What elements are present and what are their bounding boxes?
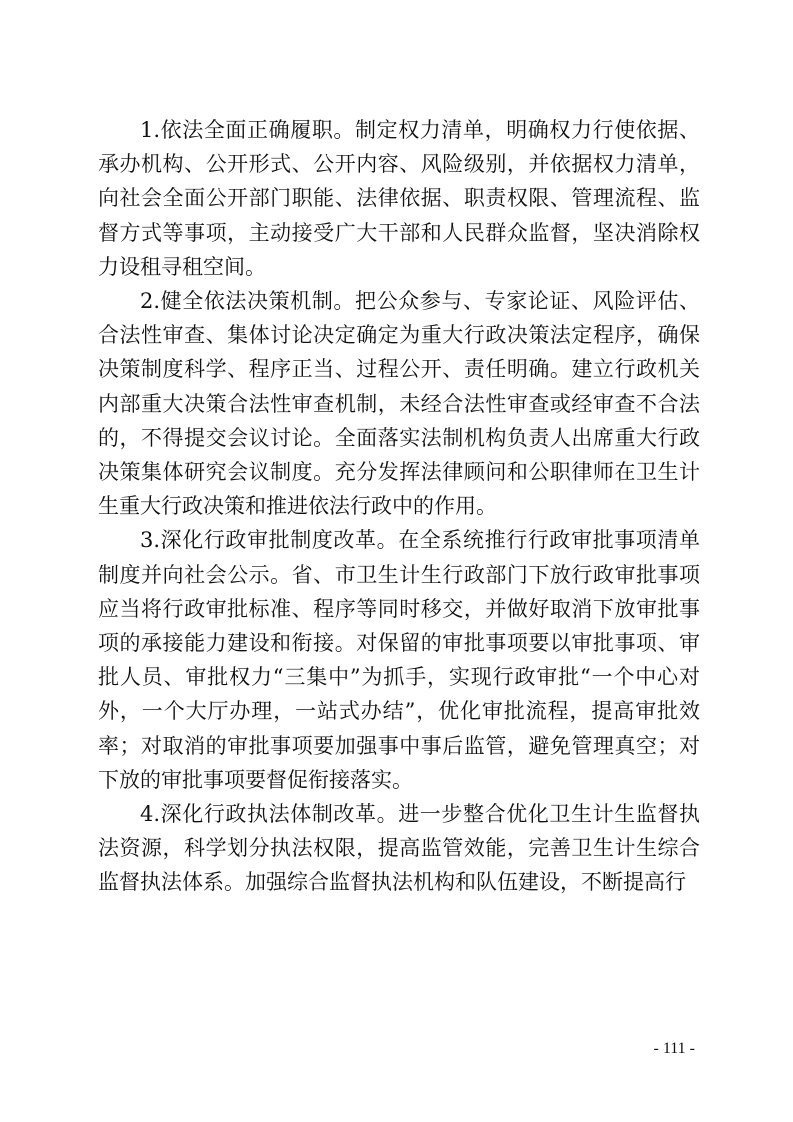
document-body: [98, 113, 700, 900]
paragraph-2: 2.健全依法决策机制。把公众参与、专家论证、风险评估、合法性审查、集体讨论决定确定为重大行政决策法定程序，确保决策制度科学、程序正当、过程公开、责任明确。建立行政机关内部重大决策合法性审查机制，未经合法性审查或经审查不合法的，不得提交会议讨论。全面落实法制机构负责人出席重大行政决策集体研究会议制度。充分发挥法律顾问和公职律师在卫生计生重大行政决策和推进依法行政中的作用。: [98, 289, 700, 519]
paragraph-1: 1.依法全面正确履职。制定权力清单，明确权力行使依据、承办机构、公开形式、公开内容、风险级别，并依据权力清单，向社会全面公开部门职能、法律依据、职责权限、管理流程、监督方式等事项，主动接受广大干部和人民群众监督，坚决消除权力设租寻租空间。: [98, 118, 700, 279]
paragraph-4: 4.深化行政执法体制改革。进一步整合优化卫生计生监督执法资源，科学划分执法权限，提高监管效能，完善卫生计生综合监督执法体系。加强综合监督执法机构和队伍建设，不断提高行: [98, 802, 700, 895]
page-number: - 111 -: [653, 1040, 695, 1057]
paragraph-3: 3.深化行政审批制度改革。在全系统推行行政审批事项清单制度并向社会公示。省、市卫生计生行政部门下放行政审批事项应当将行政审批标准、程序等同时移交，并做好取消下放审批事项的承接能力建设和衔接。对保留的审批事项要以审批事项、审批人员、审批权力“三集中”为抓手，实现行政审批“一个中心对外，一个大厅办理，一站式办结”，优化审批流程，提高审批效率；对取消的审批事项要加强事中事后监管，避免管理真空；对下放的审批事项要督促衔接落实。: [98, 528, 700, 792]
